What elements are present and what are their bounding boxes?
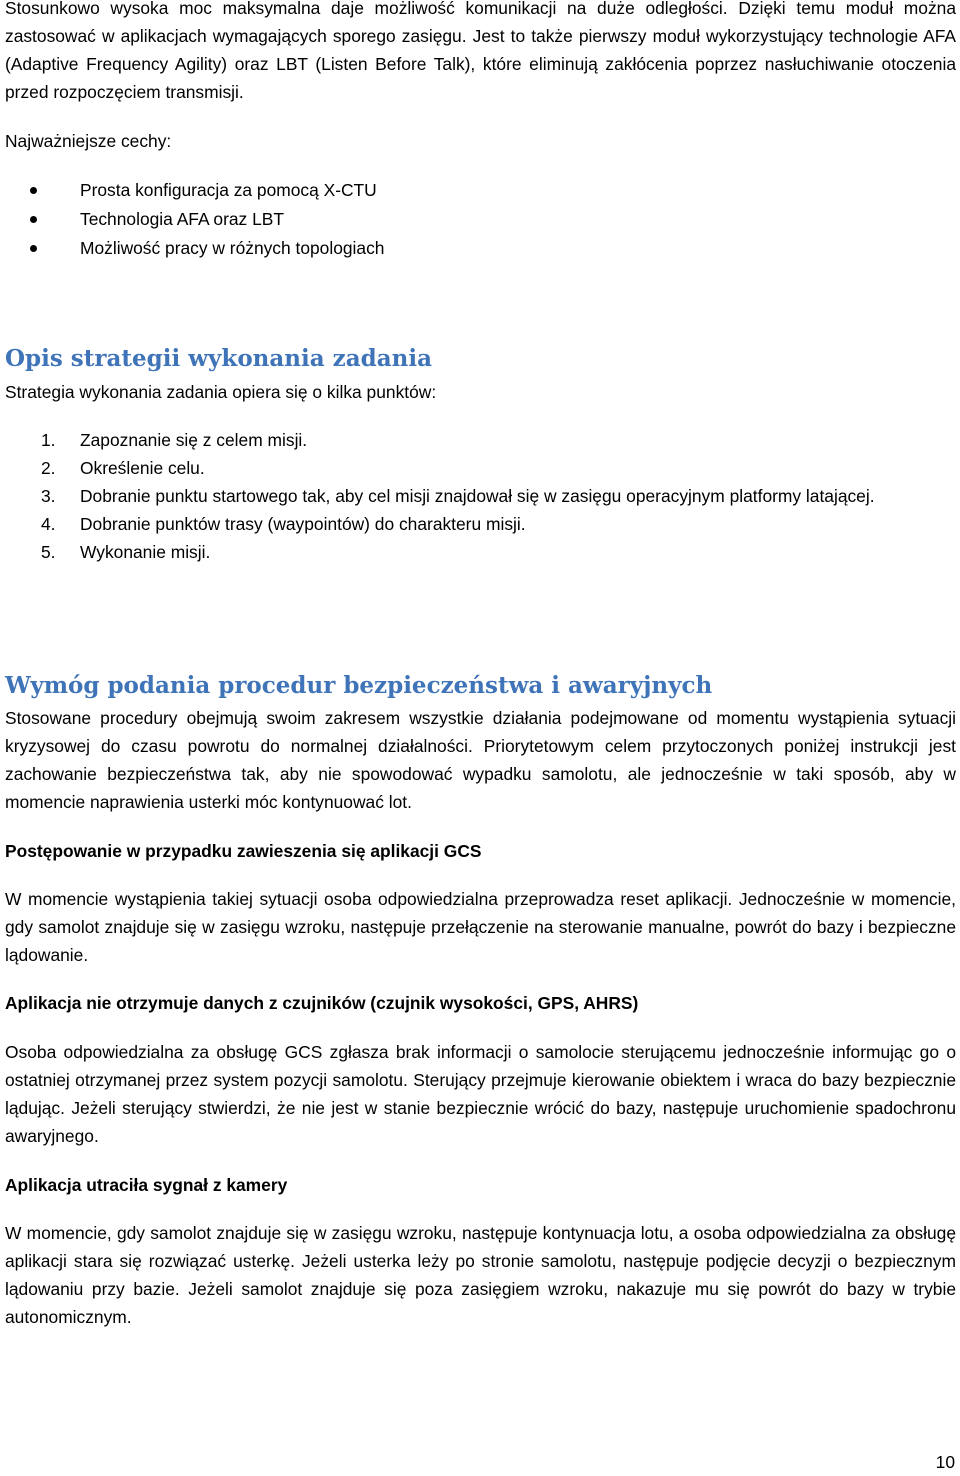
camera-paragraph: W momencie, gdy samolot znajduje się w zasięgu wzroku, następuje kontynuacja lotu, a osoba odpowiedzialna za obsługę aplikacji stara się rozwiązać usterkę. Jeżeli usterka leży po stronie samolotu, następuje podjęcie decyzji o bezpiecznym lądowaniu przy bazie. Jeżeli samolot znajduje się poza zasięgiem wzroku, nakazuje mu się powrót do bazy w trybie autonomicznym. — [5, 1223, 956, 1327]
features-label: Najważniejsze cechy: — [5, 131, 172, 151]
sensors-heading: Aplikacja nie otrzymuje danych z czujników (czujnik wysokości, GPS, AHRS) — [5, 993, 639, 1013]
list-item: Technologia AFA oraz LBT — [5, 205, 384, 234]
bullet-icon — [30, 216, 37, 223]
list-item: 1. Zapoznanie się z celem misji. — [41, 430, 308, 450]
list-item: 3. Dobranie punktu startowego tak, aby cel misji znajdował się w zasięgu operacyjnym platformy latającej. — [41, 486, 875, 506]
list-item: 2. Określenie celu. — [41, 458, 205, 478]
intro-paragraph: Stosunkowo wysoka moc maksymalna daje możliwość komunikacji na duże odległości. Dzięki temu moduł można zastosować w aplikacjach wymagających sporego zasięgu. Jest to także pierwszy moduł wykorzystujący technologie AFA (Adaptive Frequency Agility) oraz LBT (Listen Before Talk), które eliminują zakłócenia poprzez nasłuchiwanie otoczenia przed rozpoczęciem transmisji. — [5, 0, 956, 102]
features-list — [5, 176, 384, 263]
procedures-heading: Wymóg podania procedur bezpieczeństwa i awaryjnych — [5, 672, 713, 699]
sensors-paragraph: Osoba odpowiedzialna za obsługę GCS zgłasza brak informacji o samolocie sterującemu jednocześnie informując go o ostatniej otrzymanej przez system pozycji samolotu. Sterujący przejmuje kierowanie obiektem i wraca do bazy bezpiecznie lądując. Jeżeli sterujący stwierdzi, że nie jest w stanie bezpiecznie wrócić do bazy, następuje uruchomienie spadochronu awaryjnego. — [5, 1042, 956, 1146]
camera-heading: Aplikacja utraciła sygnał z kamery — [5, 1175, 288, 1195]
strategy-intro: Strategia wykonania zadania opiera się o kilka punktów: — [5, 382, 437, 402]
procedures-paragraph: Stosowane procedury obejmują swoim zakresem wszystkie działania podejmowane od momentu wystąpienia sytuacji kryzysowej do czasu powrotu do normalnej działalności. Priorytetowym celem przytoczonych poniżej instrukcji jest zachowanie bezpieczeństwa tak, aby nie spowodować wypadku samolotu, ale jednocześnie w taki sposób, aby w momencie naprawienia usterki móc kontynuować lot. — [5, 708, 956, 812]
list-item: 4. Dobranie punktów trasy (waypointów) do charakteru misji. — [41, 514, 526, 534]
list-item: Możliwość pracy w różnych topologiach — [5, 234, 384, 263]
gcs-freeze-heading: Postępowanie w przypadku zawieszenia się aplikacji GCS — [5, 841, 482, 861]
strategy-steps — [5, 426, 956, 566]
list-item: 5. Wykonanie misji. — [41, 542, 211, 562]
bullet-icon — [30, 187, 37, 194]
bullet-icon — [30, 245, 37, 252]
page-number: 10 — [935, 1452, 955, 1472]
gcs-freeze-paragraph: W momencie wystąpienia takiej sytuacji osoba odpowiedzialna przeprowadza reset aplikacji. Jednocześnie w momencie, gdy samolot znajduje się w zasięgu wzroku, następuje przełączenie na sterowanie manualne, powrót do bazy i bezpieczne lądowanie. — [5, 889, 956, 965]
strategy-heading: Opis strategii wykonania zadania — [5, 345, 432, 372]
list-item: Prosta konfiguracja za pomocą X-CTU — [5, 176, 384, 205]
